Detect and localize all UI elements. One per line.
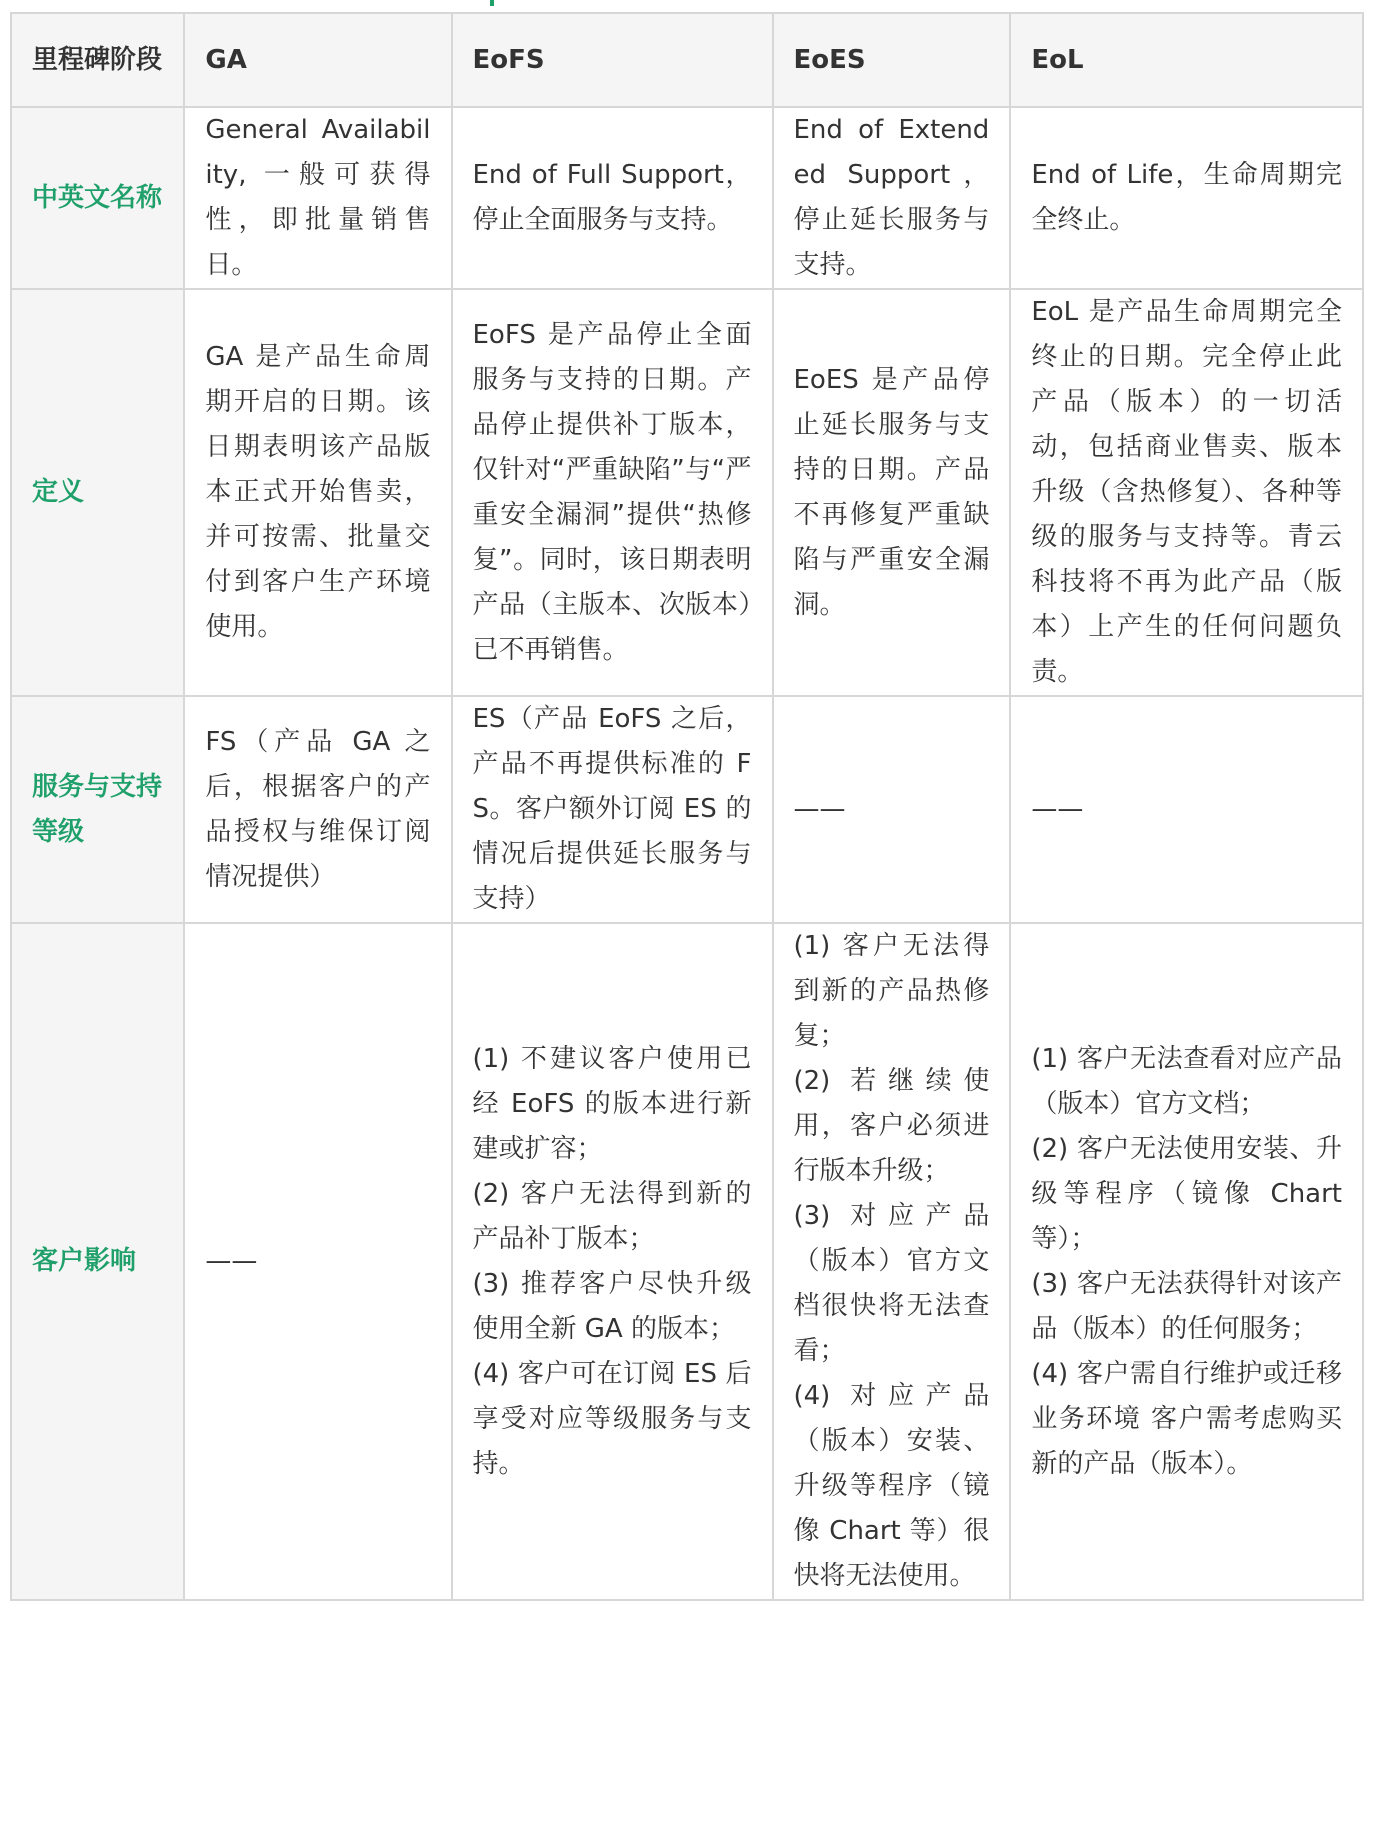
cell-service-eol: —— (1010, 696, 1363, 923)
cell-impact-ga: —— (184, 923, 451, 1600)
table-row-definition (11, 289, 1363, 696)
cell-name-eofs: End of Full Support，停止全面服务与支持。 (452, 107, 773, 289)
cell-definition-ga: GA 是产品生命周期开启的日期。该日期表明该产品版本正式开始售卖，并可按需、批量交付到客户生产环境使用。 (184, 289, 451, 696)
cell-definition-eol: EoL 是产品生命周期完全终止的日期。完全停止此产品（版本）的一切活动，包括商业售卖、版本升级（含热修复）、各种等级的服务与支持等。青云科技将不再为此产品（版本）上产生的任何问题负责。 (1010, 289, 1363, 696)
header-ga: GA (184, 13, 451, 107)
table-row-service-level (11, 696, 1363, 923)
cell-name-ga: General Availability, 一般可获得性，即批量销售日。 (184, 107, 451, 289)
row-label-definition: 定义 (11, 289, 184, 696)
cell-name-eol: End of Life，生命周期完全终止。 (1010, 107, 1363, 289)
header-eoes: EoES (773, 13, 1011, 107)
table-header-row (11, 13, 1363, 107)
row-label-name: 中英文名称 (11, 107, 184, 289)
header-eofs: EoFS (452, 13, 773, 107)
cell-definition-eoes: EoES 是产品停止延长服务与支持的日期。产品不再修复严重缺陷与严重安全漏洞。 (773, 289, 1011, 696)
cell-name-eoes: End of Extended Support， 停止延长服务与支持。 (773, 107, 1011, 289)
cell-impact-eol: (1) 客户无法查看对应产品（版本）官方文档； (2) 客户无法使用安装、升级等程序（镜像 Chart 等）； (3) 客户无法获得针对该产品（版本）的任何服务； (4) 客户需自行维护或迁移业务环境 客户需考虑购买新的产品（版本）。 (1010, 923, 1363, 1600)
header-eol: EoL (1010, 13, 1363, 107)
lifecycle-milestone-table (10, 12, 1364, 1601)
cell-definition-eofs: EoFS 是产品停止全面服务与支持的日期。产品停止提供补丁版本，仅针对“严重缺陷”与“严重安全漏洞”提供“热修复”。同时，该日期表明产品（主版本、次版本）已不再销售。 (452, 289, 773, 696)
cell-service-ga: FS（产品 GA 之后，根据客户的产品授权与维保订阅情况提供） (184, 696, 451, 923)
table-row-name (11, 107, 1363, 289)
cell-service-eoes: —— (773, 696, 1011, 923)
table-row-customer-impact (11, 923, 1363, 1600)
header-milestone-stage: 里程碑阶段 (11, 13, 184, 107)
row-label-customer-impact: 客户影响 (11, 923, 184, 1600)
cell-service-eofs: ES（产品 EoFS 之后，产品不再提供标准的 FS。客户额外订阅 ES 的情况后提供延长服务与支持） (452, 696, 773, 923)
cell-impact-eoes: (1) 客户无法得到新的产品热修复； (2) 若继续使用，客户必须进行版本升级； (3) 对应产品（版本）官方文档很快将无法查看； (4) 对应产品（版本）安装、升级等程序（镜像 Chart 等）很快将无法使用。 (773, 923, 1011, 1600)
top-accent-mark (490, 0, 494, 6)
row-label-service-level: 服务与支持等级 (11, 696, 184, 923)
cell-impact-eofs: (1) 不建议客户使用已经 EoFS 的版本进行新建或扩容； (2) 客户无法得到新的产品补丁版本； (3) 推荐客户尽快升级使用全新 GA 的版本； (4) 客户可在订阅 ES 后享受对应等级服务与支持。 (452, 923, 773, 1600)
